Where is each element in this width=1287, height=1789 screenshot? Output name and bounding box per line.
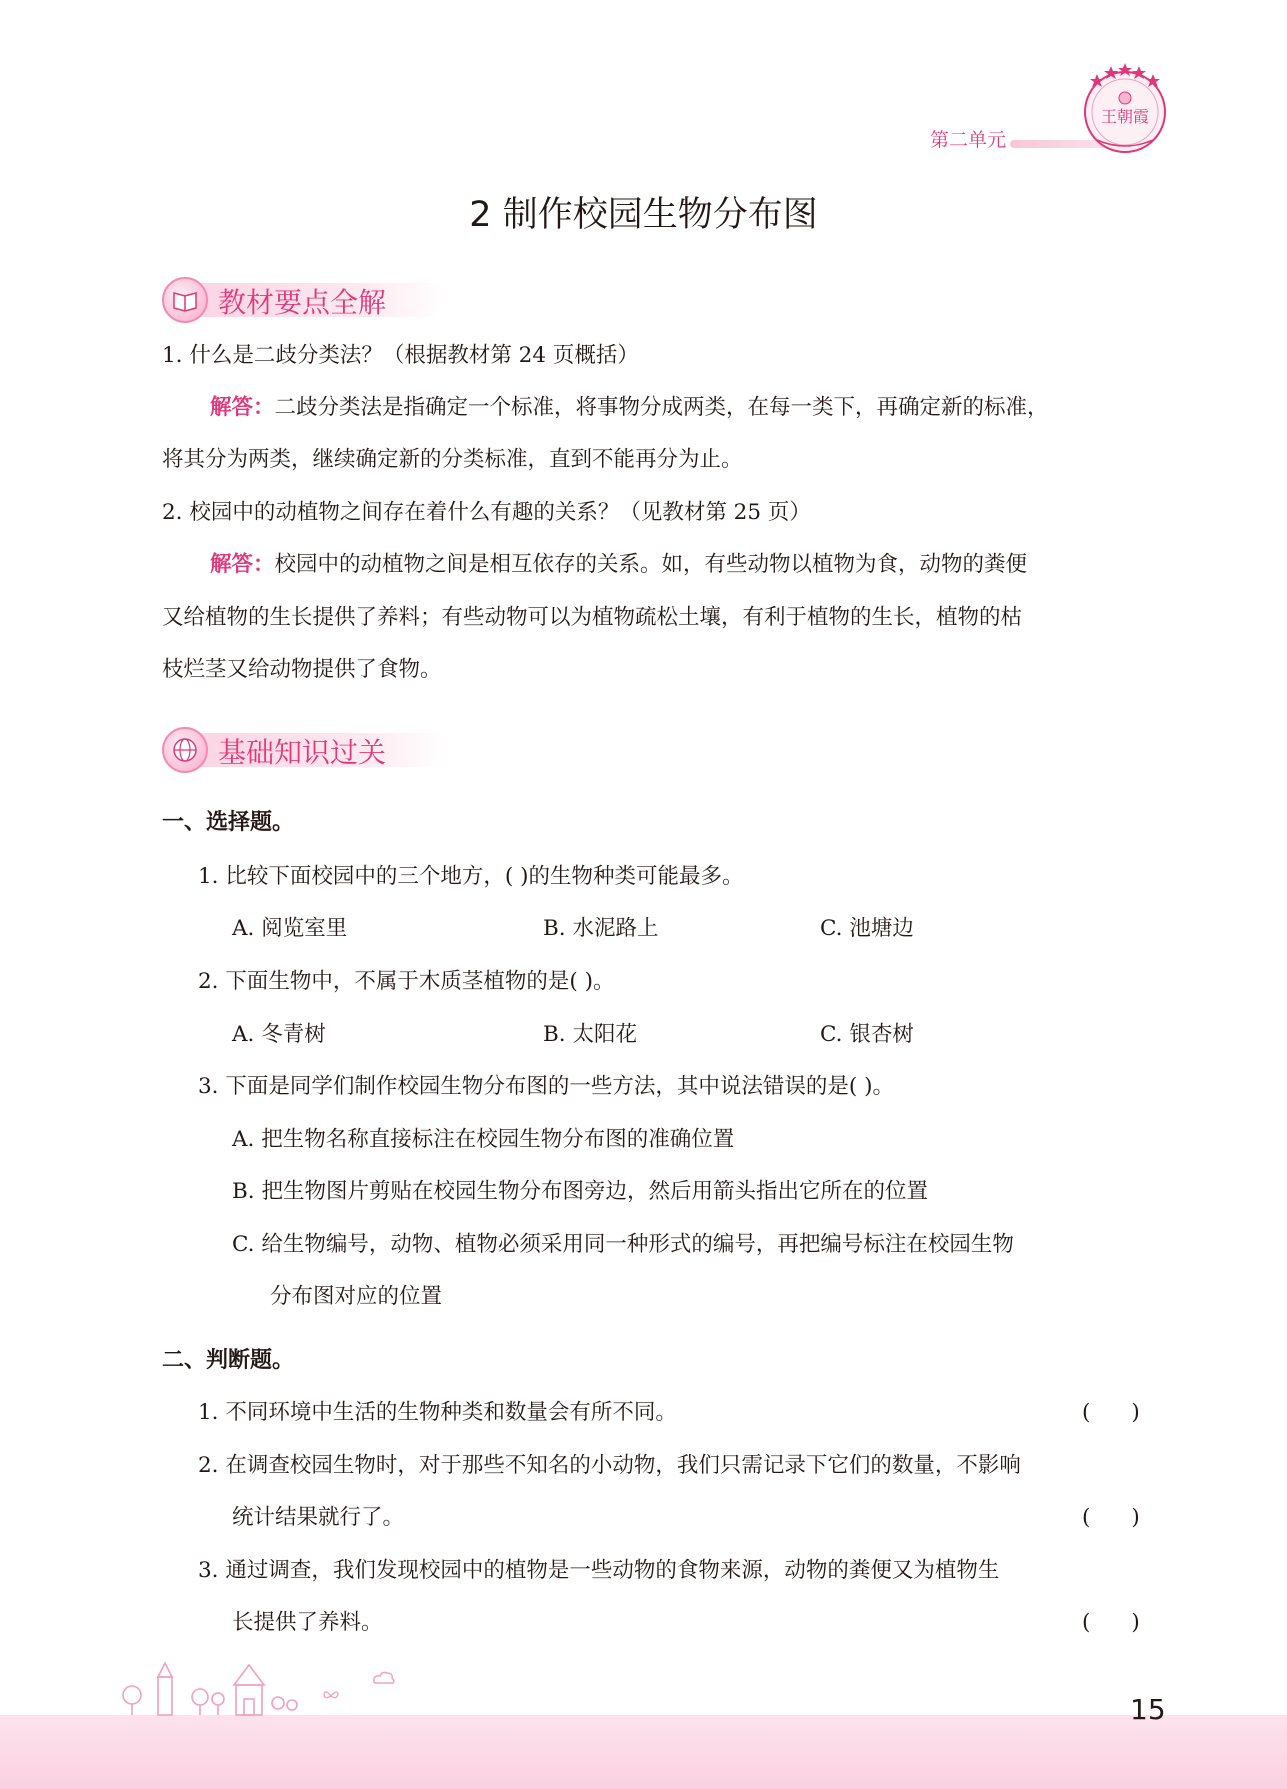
answer-bracket: ( ) [1082,1610,1140,1635]
answer-2-line-1 [210,550,1027,580]
answer-label: 解答： [210,552,275,577]
choice-q1-option-b: B. 水泥路上 [543,916,659,941]
judge-heading: 二、判断题。 [162,1348,295,1373]
butterfly-icon [322,1688,340,1704]
choice-q3-option-c-line-1: C. 给生物编号，动物、植物必须采用同一种形式的编号，再把编号标注在校园生物 [232,1232,1014,1257]
answer-text: 校园中的动植物之间是相互依存的关系。如，有些动物以植物为食，动物的粪便 [274,552,1028,577]
choice-q2-option-c: C. 银杏树 [820,1022,914,1047]
globe-icon [162,727,208,773]
answer-bracket: ( ) [1082,1505,1140,1530]
page-title: 2 制作校园生物分布图 [469,195,818,235]
judge-q3-line-1: 3. 通过调查，我们发现校园中的植物是一些动物的食物来源，动物的粪便又为植物生 [198,1558,1000,1583]
unit-label: 第二单元 [930,129,1007,151]
choice-q2-option-a: A. 冬青树 [232,1022,326,1047]
judge-q3-line-2: 长提供了养料。 [232,1610,383,1635]
choice-q3-stem: 3. 下面是同学们制作校园生物分布图的一些方法，其中说法错误的是( )。 [198,1074,894,1099]
answer-1-line-2: 将其分为两类，继续确定新的分类标准，直到不能再分为止。 [162,447,743,472]
choice-q3-option-a: A. 把生物名称直接标注在校园生物分布图的准确位置 [232,1127,735,1152]
footer-band [0,1715,1287,1789]
question-2: 2. 校园中的动植物之间存在着什么有趣的关系？（见教材第 25 页） [162,500,811,525]
book-icon [162,277,208,323]
answer-label: 解答： [210,395,275,420]
choice-q1-option-a: A. 阅览室里 [232,916,348,941]
publisher-logo [1075,60,1175,160]
cloud-icon [372,1668,396,1686]
section-title: 基础知识过关 [218,736,387,769]
choice-q2-stem: 2. 下面生物中，不属于木质茎植物的是( )。 [198,969,615,994]
page-number: 15 [1130,1693,1166,1726]
judge-q2-line-2: 统计结果就行了。 [232,1505,405,1530]
town-illustration [118,1655,418,1717]
choice-heading: 一、选择题。 [162,810,295,835]
answer-2-line-2: 又给植物的生长提供了养料；有些动物可以为植物疏松土壤，有利于植物的生长，植物的枯 [162,605,1023,630]
choice-q3-option-b: B. 把生物图片剪贴在校园生物分布图旁边，然后用箭头指出它所在的位置 [232,1179,928,1204]
logo-text: 王朝霞 [1100,107,1150,126]
answer-2-line-3: 枝烂茎又给动物提供了食物。 [162,657,442,682]
answer-1-line-1 [210,393,1049,423]
section-header-key-points [162,277,462,323]
choice-q1-option-c: C. 池塘边 [820,916,914,941]
section-header-basics [162,727,462,773]
choice-q3-option-c-line-2: 分布图对应的位置 [270,1284,443,1309]
choice-q2-option-b: B. 太阳花 [543,1022,637,1047]
judge-q2-line-1: 2. 在调查校园生物时，对于那些不知名的小动物，我们只需记录下它们的数量，不影响 [198,1453,1021,1478]
judge-q1: 1. 不同环境中生活的生物种类和数量会有所不同。 [198,1400,677,1425]
section-title: 教材要点全解 [218,286,387,319]
answer-bracket: ( ) [1082,1400,1140,1425]
answer-text: 二歧分类法是指确定一个标准，将事物分成两类，在每一类下，再确定新的标准， [274,395,1049,420]
choice-q1-stem: 1. 比较下面校园中的三个地方，( )的生物种类可能最多。 [198,864,744,889]
question-1: 1. 什么是二歧分类法？（根据教材第 24 页概括） [162,343,639,368]
